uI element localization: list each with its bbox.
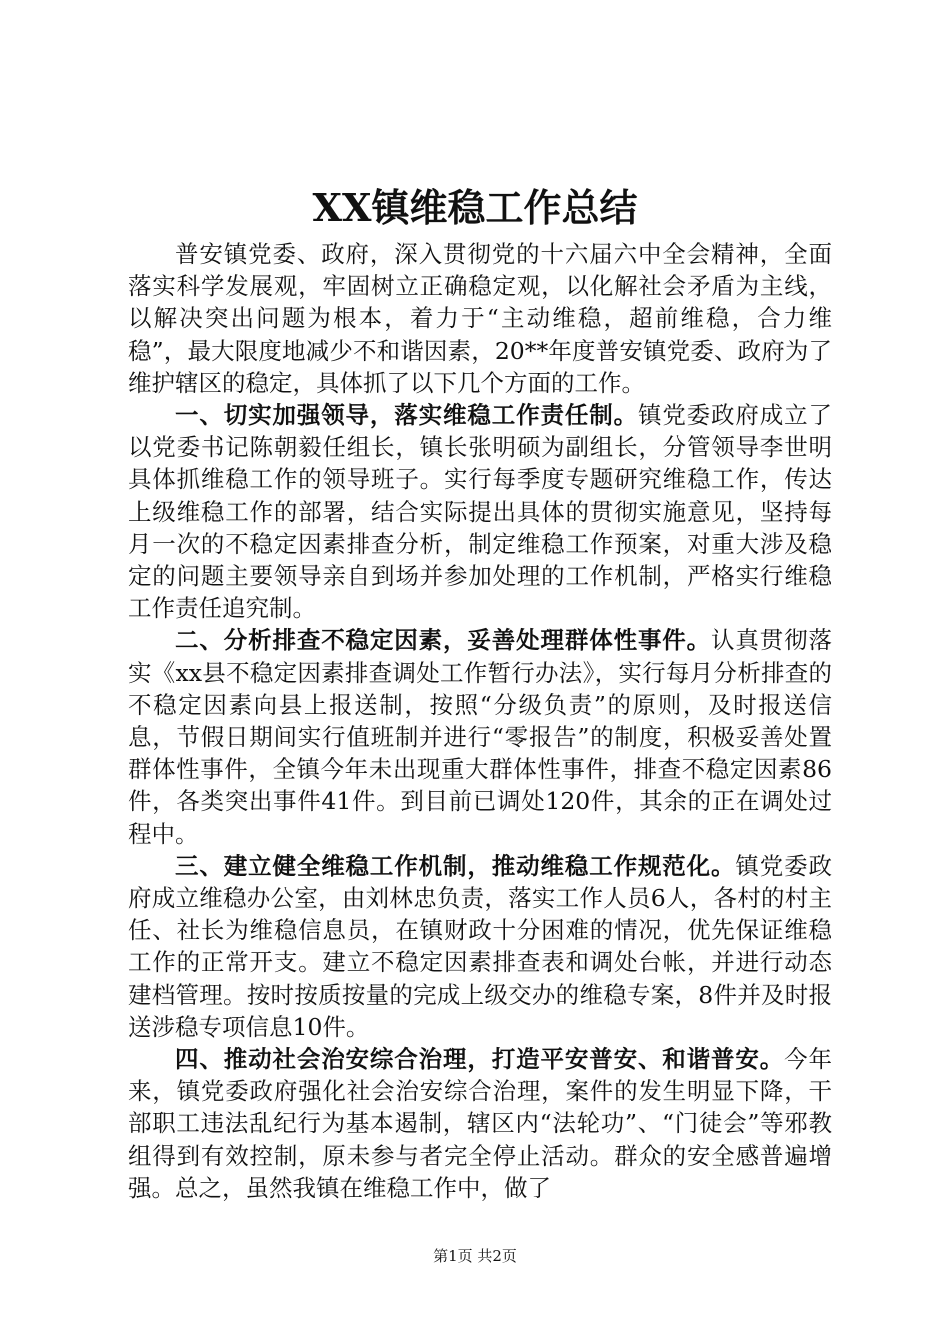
section-1-heading: 一、切实加强领导，落实维稳工作责任制。	[175, 401, 638, 430]
section-2-paragraph	[128, 624, 832, 849]
section-4-paragraph	[128, 1043, 832, 1204]
paragraph-text: 镇党委政府成立了以党委书记陈朝毅任组长，镇长张明硕为副组长，分管领导李世明具体抓维稳工作的领导班子。实行每季度专题研究维稳工作，传达上级维稳工作的部署，结合实际提出具体的贯彻实施意见，坚持每月一次的不稳定因素排查分析，制定维稳工作预案，对重大涉及稳定的问题主要领导亲自到场并参加处理的工作机制，严格实行维稳工作责任追究制。	[128, 401, 833, 623]
document-title: XX镇维稳工作总结	[312, 185, 638, 230]
section-1-paragraph	[128, 399, 832, 624]
section-4-heading: 四、推动社会治安综合治理，打造平安普安、和谐普安。	[175, 1045, 785, 1074]
paragraph-text: 镇党委政府成立维稳办公室，由刘林忠负责，落实工作人员6人，各村的村主任、社长为维稳信息员，在镇财政十分困难的情况，优先保证维稳工作的正常开支。建立不稳定因素排查表和调处台帐，并进行动态建档管理。按时按质按量的完成上级交办的维稳专案，8件并及时报送涉稳专项信息10件。	[128, 851, 833, 1041]
page-footer: 第1页 共2页	[433, 1247, 517, 1265]
section-3-paragraph	[128, 850, 832, 1043]
intro-paragraph	[128, 238, 832, 399]
paragraph-text: 普安镇党委、政府，深入贯彻党的十六届六中全会精神，全面落实科学发展观，牢固树立正确稳定观，以化解社会矛盾为主线，以解决突出问题为根本，着力于“主动维稳，超前维稳，合力维稳”，最大限度地减少不和谐因素，20**年度普安镇党委、政府为了维护辖区的稳定，具体抓了以下几个方面的工作。	[128, 240, 832, 397]
document-body	[128, 238, 832, 1204]
paragraph-text: 认真贯彻落实《xx县不稳定因素排查调处工作暂行办法》，实行每月分析排查的不稳定因素向县上报送制，按照“分级负责”的原则，及时报送信息，节假日期间实行值班制并进行“零报告”的制度，积极妥善处置群体性事件，全镇今年未出现重大群体性事件，排查不稳定因素86件，各类突出事件41件。到目前已调处120件，其余的正在调处过程中。	[128, 626, 833, 848]
section-3-heading: 三、建立健全维稳工作机制，推动维稳工作规范化。	[175, 851, 736, 880]
section-2-heading: 二、分析排查不稳定因素，妥善处理群体性事件。	[175, 626, 712, 655]
paragraph-text: 今年来，镇党委政府强化社会治安综合治理，案件的发生明显下降，干部职工违法乱纪行为基本遏制，辖区内“法轮功”、“门徒会”等邪教组得到有效控制，原未参与者完全停止活动。群众的安全感普遍增强。总之，虽然我镇在维稳工作中，做了	[128, 1045, 833, 1202]
